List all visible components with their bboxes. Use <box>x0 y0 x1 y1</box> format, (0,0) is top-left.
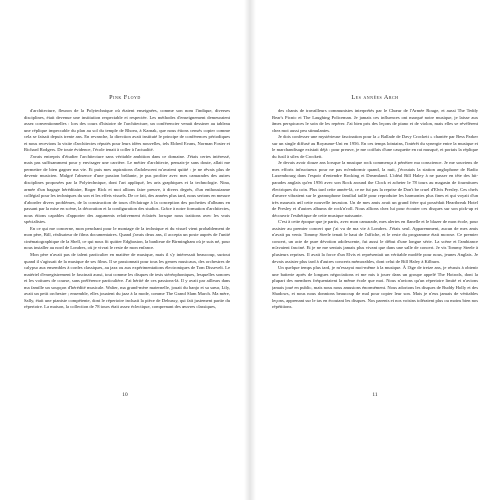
right-paragraph-3: Je devais avoir douze ans lorsque la musique rock commença à pénétrer ma conscience. Je me souviens de mes efforts infructueux pour ne pas m'endormir quand, la nuit, j'écoutais la station anglophone de Radio Luxembourg dans l'espoir d'entendre Rocking et Dreamland. L'idéal Bill Haley à ne passer en tête des hit-parades anglais qu'en 1956 avec son Rock around the Clock et acheter le 78 tours au magasin de fournitures électriques du coin. Plus tard cette année-là, ce ne fut pas la reprise de Don't be cruel d'Elvis Presley. Ces chefs d'œuvre vibraient sur le gramophone familial taillé pour reproduire les harmonies plus fines et qui voyait d'un très mauvais œil cette nouvelle invasion. Un de mes amis avait un grand frère qui possédait Heartbreak Hotel de Presley et d'autres albums de rock'n'roll. Nous allions chez lui pour écouter ces disques sur son pick-up et découvrir l'esthétique de cette musique naissante. <box>272 160 478 218</box>
left-paragraph-4: Mon père n'avait pas de talent particulier en matière de musique, mais il s'y intéressait beaucoup, surtout quand il s'agissait de la musique de ses films. Il se passionnait pour tous les genres musicaux, des orchestres de calypso aux ensembles à cordes classiques, au jazz ou aux expérimentations électroniques de Tom Dissevelt. Le matériel d'enregistrement le fascinait aussi, tout comme les disques de tests stéréophoniques, lesquelles sonores et les voitures de course, sans préférence particulière. J'ai hérité de ces passions-là. Il y avait par ailleurs dans ma famille un soupçon d'hérédité musicale. Walter, ma grand-mère maternelle, jouait du banjo et sa sœur, Lily, avait un petit orchestre ; ensemble, elles jouaient du jazz à la mode, comme The Grand Slam March. Ma mère, Sally, était une pianiste compétente, dont le répertoire incluait la pièce de Debussy, qui fait justement partie du répertoire. La maison, la collection de 78 tours était assez éclectique, comprenant des œuvres classiques, <box>24 252 230 310</box>
right-page <box>250 0 500 500</box>
right-page-number: 11 <box>372 392 378 398</box>
right-body-text <box>272 108 478 386</box>
right-paragraph-1: des chants de travailleurs communistes interprétés par le Chœur de l'Armée Rouge, et aussi The Teddy Bear's Picnic et The Laughing Policeman. Je jamais ces influences ont marqué notre musique, je laisse aux âmes perspicaces le soin de les repérer. J'ai bien pris des leçons de piano et de violon, mais elles se révélèrent chez moi aussi peu stimulantes. <box>272 108 478 133</box>
right-paragraph-5: Un quelque temps plus tard, je m'essayai moi-même à la musique. À l'âge de treize ans, je réussis à obtenir une batterie après de longues négociations et me mis à jouer dans un groupe appelé The Hotrods, dont la plupart des membres fréquentaient la même école que moi. Nous n'avions qu'un répertoire limité et n'avions jamais joué en public, mais nous nous amusions énormément. Nous adorions les disques de Buddy Holly et des Shadows, et nous nous donnions beaucoup de mal pour copier leur son. Mais je n'eus jamais de véritables leçons, apprenant sur le tas en écoutant les disques. Nos parents et nos voisins toléraient plus ou moins bien nos répétitions. <box>272 265 478 310</box>
left-body-text <box>24 108 230 386</box>
right-running-head: Les années Arch <box>351 94 399 101</box>
left-paragraph-3: En ce qui me concerne, mon penchant pour le montage de la technique et du visuel vient probablement de mon père, Bill, réalisateur de films documentaires. Quand j'avais deux ans, il accepta un poste auprès de l'unité cinématographique de la Shell, ce qui nous fit quitter Edgbaston, la banlieue de Birmingham où je suis né, pour nous installer au nord de Londres, où je vivrai le reste de mon enfance. <box>24 225 230 251</box>
left-page-number: 10 <box>122 392 128 398</box>
left-running-head: Pink Floyd <box>109 94 141 101</box>
right-paragraph-2: Je dois confesser une mystérieuse fascination pour la « Ballade de Davy Crockett » chantée par Bess Parker sur un single diffusé au Royaume-Uni en 1956. En ces temps lointains, l'intérêt du synergie entre la musique et le marchandisage existait déjà : pour preuve, je me coiffais d'une casquette en rat musqué, et portais la réplique du fusil à silex de Crockett. <box>272 134 478 159</box>
right-gutter-shadow <box>250 0 256 500</box>
right-paragraph-4: C'est à cette époque que je partis, avec mon camarade, mes alertes en flanelle et le blazer de mon école, pour assister au premier concert que j'ai vu de ma vie à Londres. J'étais seul. Apparemment, aucun de mes amis n'avait pu venir. Tommy Steele tenait le haut de l'affiche, et le reste du programme était morose. Ce premier concert, un acte de pure dévotion adolescente, fut aussi le début d'une longue série. La scène et l'ambiance m'avaient fasciné. Et je ne me sentais jamais plus vivant que dans une salle de concert. Je vis Tommy Steele à plusieurs reprises. Il avait la force d'un Elvis et représentait un véritable modèle pour nous, jeunes Anglais. Je devais assister plus tard à d'autres concerts mémorables, dont celui de Bill Haley à Kilburn. <box>272 219 478 264</box>
left-paragraph-2: J'avais entrepris d'étudier l'architecture sans véritable ambition dans ce domaine. J'étais certes intéressé, mais pas suffisamment pour y envisager une carrière. Le métier d'architecte, pensais-je sans doute, allait me permettre de bien gagner ma vie. Et puis mes aspirations d'adolescent m'avaient quitté : je ne rêvais plus de devenir musicien. Malgré l'absence d'une passion brûlante, je pus profiter avec mes camarades des autres disciplines proposées par la Polytechnique, dont l'art appliqué, les arts graphiques et la technologie. Nina, armée d'un bagage héréditaire, Roger Rick et moi allions faire preuve, à divers degrés, d'un enthousiasme collégial pour les techniques du son et les effets visuels. De ce fait, des années plus tard, nous serions en mesure d'aborder divers problèmes, de la construction de tours d'éclairage à la conception des pochettes d'albums en passant par la mise en scène, la décoration et la configuration des studios. Grâce à notre formation d'architectes, nous étions capables d'apporter des arguments relativement éclairés lorsque nous traitions avec les vrais spécialistes. <box>24 153 230 225</box>
left-paragraph-1: d'architecture, fleuron de la Polytechnique où étaient enseignées, comme son nom l'indique, diverses disciplines, était devenue une institution respectable et respectée. Les méthodes d'enseignement demeuraient assez conventionnelles : lors des cours d'histoire de l'architecture, un conférencier venait dessiner au tableau une réplique impeccable du plan au sol du temple de Rhoea, à Karnak, que nous étions censés copier comme cela se faisait depuis trente ans. En revanche, la direction avait instituté le principe de conférences périodiques et nous recevions la visite d'architectes réputés pour leurs idées nouvelles, tels Eldred Evans, Norman Foster et Richard Rodgers. De toute évidence, l'école tenait à coller à l'actualité. <box>24 108 230 153</box>
